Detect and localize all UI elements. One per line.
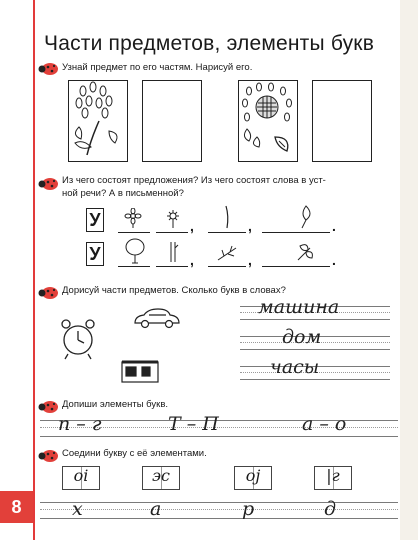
leaf-icon (296, 204, 314, 230)
writing-line (240, 349, 390, 350)
writing-line (240, 379, 390, 380)
tree-icon (124, 238, 146, 264)
task-2-line-1: Из чего состоят предложения? Из чего состоят слова в уст- (62, 175, 326, 186)
daisy-icon (162, 208, 184, 228)
stem-icon (222, 204, 232, 230)
sentence-letter-box-1: У (86, 208, 104, 232)
word-machine: машина (258, 296, 340, 318)
cell-elements: эс (152, 466, 170, 485)
task-2-text (62, 175, 387, 200)
element-cell-1[interactable] (62, 466, 100, 490)
house-icon (120, 358, 160, 384)
punct-comma-1: , (190, 218, 194, 234)
match-letter-4[interactable]: д (324, 498, 337, 520)
element-pair-2: Т – П (168, 413, 219, 435)
element-left: Т (168, 413, 181, 435)
page-title: Части предметов, элементы букв (44, 32, 375, 55)
match-letter-2[interactable]: а (150, 498, 162, 520)
word-slot[interactable] (118, 232, 150, 233)
word-slot[interactable] (262, 232, 330, 233)
drawing-frame-2[interactable] (312, 80, 372, 162)
writing-line (40, 509, 398, 510)
task-2-line-2: ной речи? А в письменной? (62, 187, 184, 199)
ladybug-icon (38, 177, 60, 191)
element-cell-2[interactable] (142, 466, 180, 490)
task-5-text: Соедини букву с её элементами. (62, 448, 207, 459)
picture-frame-sunflower-parts (238, 80, 298, 162)
ladybug-icon (38, 449, 60, 463)
punct-comma-2: , (248, 218, 252, 234)
flower-icon (122, 208, 144, 228)
punct-period: . (332, 218, 336, 234)
element-cell-3[interactable] (234, 466, 272, 490)
cell-elements: оj (245, 466, 261, 485)
word-slot[interactable] (208, 232, 246, 233)
element-right: о (334, 413, 347, 435)
ladybug-icon (38, 400, 60, 414)
match-letter-3[interactable]: р (242, 498, 255, 520)
writing-line (40, 436, 398, 437)
cell-elements: |г (326, 466, 340, 485)
branch-icon (216, 244, 238, 264)
sentence-letter-box-2: У (86, 242, 104, 266)
writing-line (40, 518, 398, 519)
word-clock: часы (270, 356, 320, 378)
page-number: 8 (0, 491, 33, 523)
writing-line (240, 319, 390, 320)
word-slot[interactable] (208, 266, 246, 267)
element-left: п (58, 413, 71, 435)
flower-parts-icon (69, 81, 127, 161)
picture-frame-parts (68, 80, 128, 162)
match-letter-1[interactable]: х (72, 498, 83, 520)
word-slot[interactable] (262, 266, 330, 267)
ladybug-icon (38, 62, 60, 76)
cell-elements: оi (73, 466, 89, 485)
sunflower-icon (239, 81, 297, 161)
element-right: П (202, 413, 219, 435)
punct-period-2: . (332, 252, 336, 268)
word-slot[interactable] (156, 232, 188, 233)
drawing-frame-1[interactable] (142, 80, 202, 162)
leaves-icon (294, 240, 316, 262)
punct-comma-4: , (248, 252, 252, 268)
element-left: а (302, 413, 314, 435)
element-pair-1: п – г (58, 413, 102, 435)
element-pair-3: а – о (302, 413, 347, 435)
ladybug-icon (38, 286, 60, 300)
tree-trunk-icon (166, 238, 180, 264)
car-icon (132, 306, 182, 330)
page-edge (400, 0, 418, 540)
element-right: г (91, 413, 102, 435)
red-margin-line (33, 0, 35, 540)
writing-line (40, 502, 398, 503)
word-slot[interactable] (156, 266, 188, 267)
task-3-text: Дорисуй части предметов. Сколько букв в словах? (62, 285, 286, 296)
element-cell-4[interactable] (314, 466, 352, 490)
word-slot[interactable] (118, 266, 150, 267)
task-4-text: Допиши элементы букв. (62, 399, 169, 410)
punct-comma-3: , (190, 252, 194, 268)
alarm-clock-icon (58, 316, 98, 360)
task-1-text: Узнай предмет по его частям. Нарисуй его. (62, 62, 253, 73)
word-house: дом (282, 326, 322, 348)
